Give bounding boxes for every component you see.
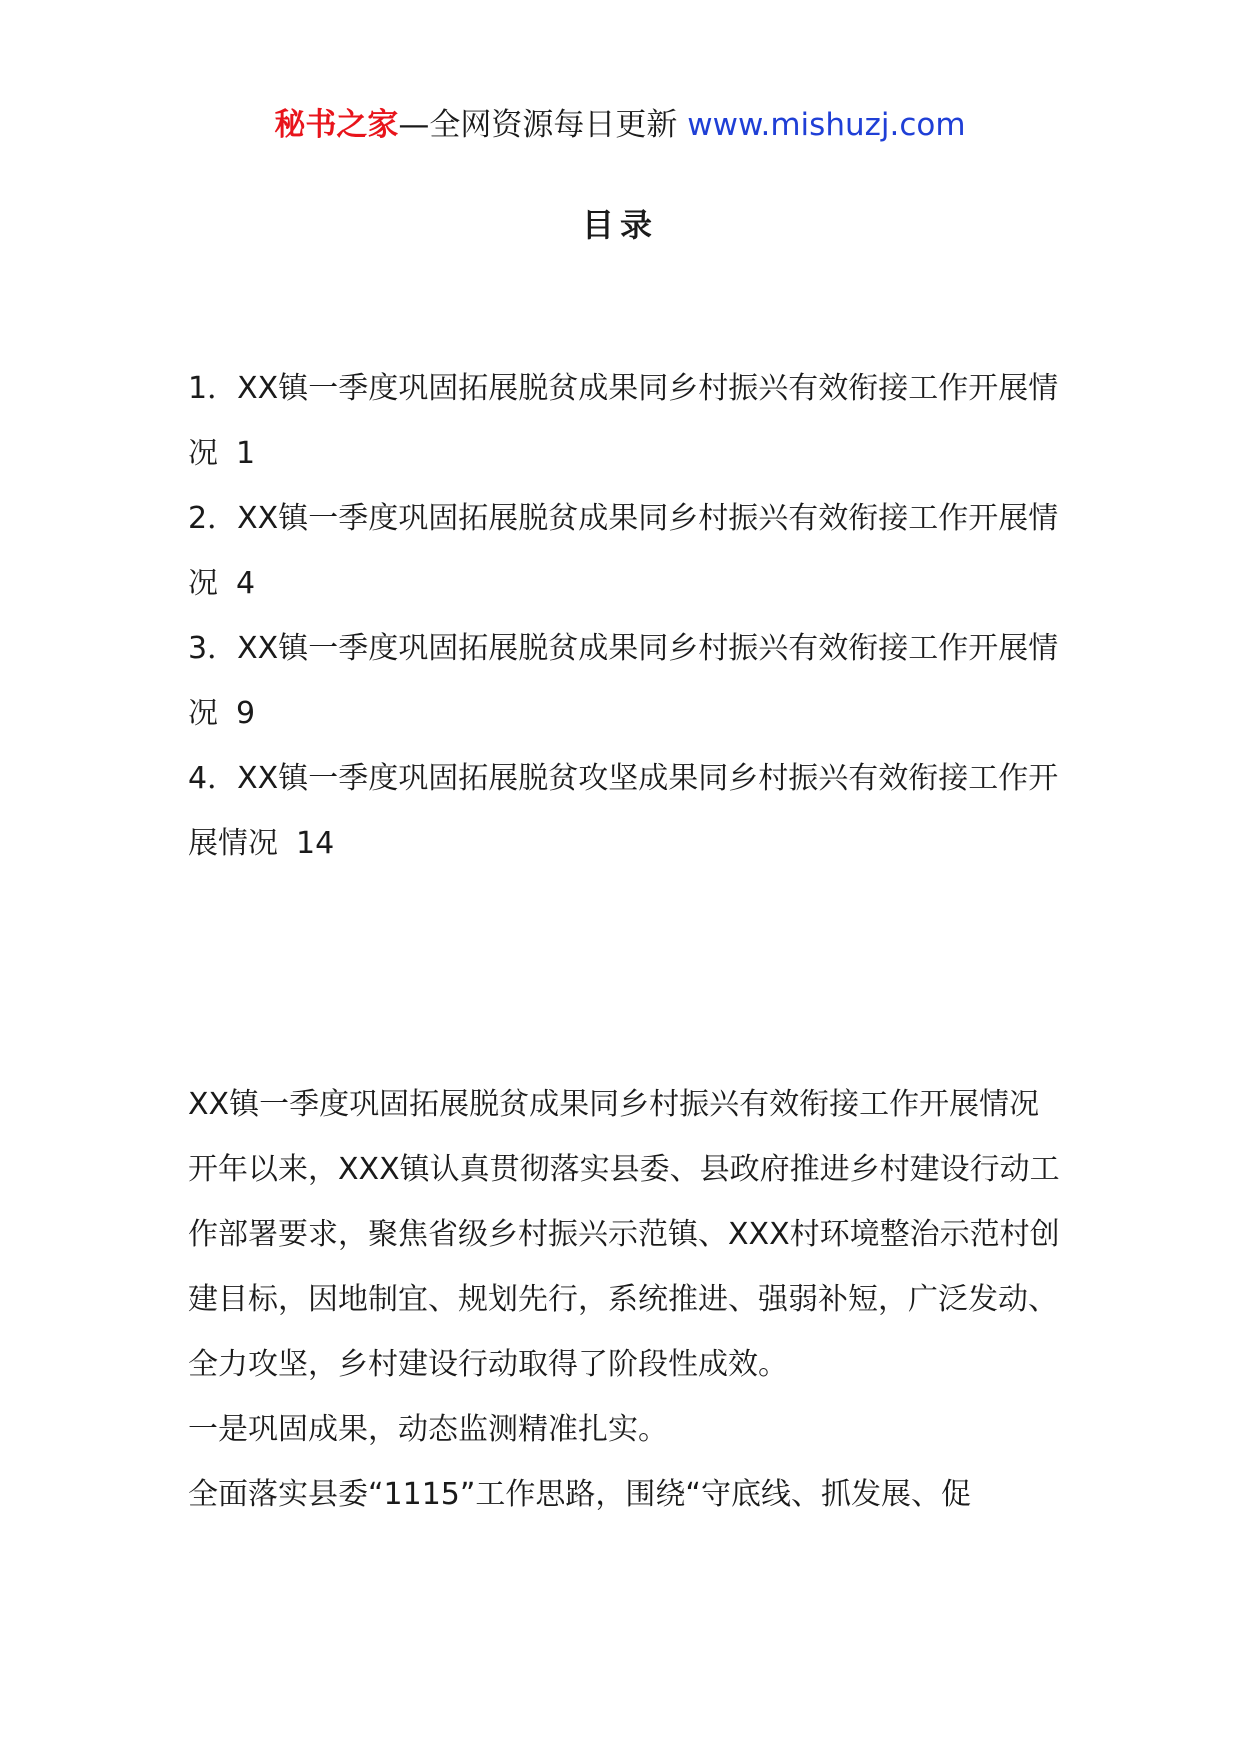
toc-entry-title: 3．XX镇一季度巩固拓展脱贫成果同乡村振兴有效衔接工作开展情况 — [188, 631, 1059, 731]
article-intro-paragraph: 开年以来，XXX镇认真贯彻落实县委、县政府推进乡村建设行动工作部署要求，聚焦省级乡村振兴示范镇、XXX村环境整治示范村创建目标，因地制宜、规划先行，系统推进、强弱补短，广泛发动、全力攻坚，乡村建设行动取得了阶段性成效。 — [188, 1152, 1060, 1382]
toc-entry-page: 1 — [236, 436, 256, 471]
toc-entry[interactable] — [188, 746, 1068, 876]
toc-entry-page: 9 — [236, 696, 256, 731]
toc-entry-title: 1．XX镇一季度巩固拓展脱贫成果同乡村振兴有效衔接工作开展情况 — [188, 371, 1059, 471]
article-heading: XX镇一季度巩固拓展脱贫成果同乡村振兴有效衔接工作开展情况 — [188, 1087, 1040, 1122]
article-body — [188, 1072, 1068, 1527]
site-header — [0, 100, 1240, 150]
toc-entry[interactable] — [188, 356, 1068, 486]
brand-name: 秘书之家 — [274, 107, 399, 143]
site-url[interactable]: www.mishuzj.com — [687, 107, 966, 143]
toc-entry-title: 2．XX镇一季度巩固拓展脱贫成果同乡村振兴有效衔接工作开展情况 — [188, 501, 1059, 601]
table-of-contents — [188, 356, 1068, 876]
toc-title: 目录 — [581, 206, 658, 244]
section-title: 一是巩固成果，动态监测精准扎实。 — [188, 1412, 668, 1447]
toc-entry[interactable] — [188, 486, 1068, 616]
section-paragraph: 全面落实县委“1115”工作思路，围绕“守底线、抓发展、促 — [188, 1477, 971, 1512]
toc-entry-page: 4 — [236, 566, 256, 601]
header-tagline: —全网资源每日更新 — [398, 107, 688, 143]
toc-entry-page: 14 — [296, 826, 335, 861]
toc-entry[interactable] — [188, 616, 1068, 746]
toc-entry-title: 4．XX镇一季度巩固拓展脱贫攻坚成果同乡村振兴有效衔接工作开展情况 — [188, 761, 1059, 861]
